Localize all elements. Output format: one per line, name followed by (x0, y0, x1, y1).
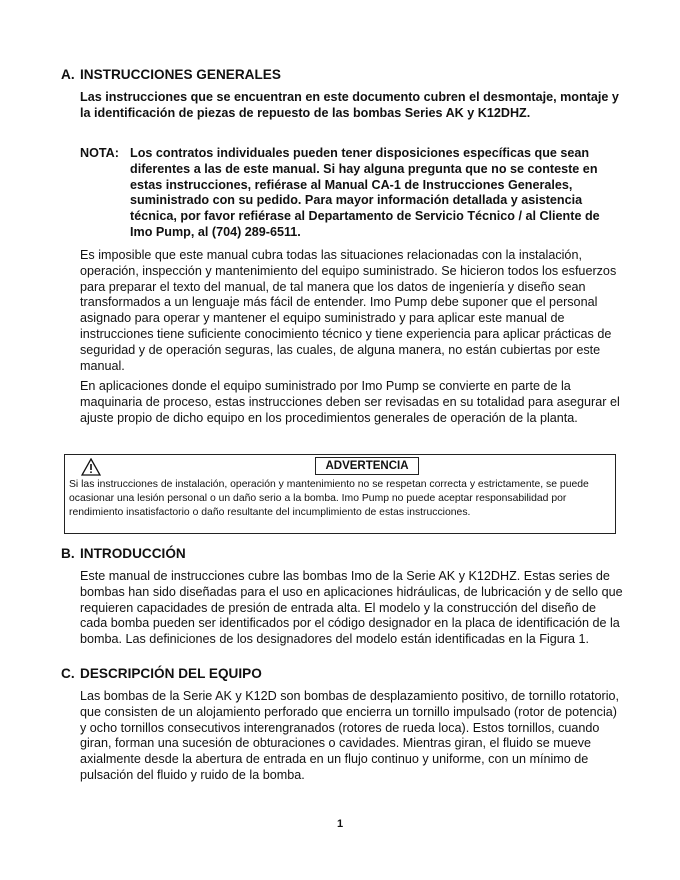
section-c-title: DESCRIPCIÓN DEL EQUIPO (80, 666, 262, 681)
warning-text: Si las instrucciones de instalación, operación y mantenimiento no se respetan correcta y estrictamente, se puede ocasionar una lesión personal o un daño serio a la bomba. Imo Pump no puede aceptar responsabilidad por rendimiento insatisfactorio o daño resultante del incumplimiento de estas instrucciones. (69, 479, 589, 519)
section-c-heading (61, 666, 262, 681)
section-c-paragraph: Las bombas de la Serie AK y K12D son bombas de desplazamiento positivo, de tornillo rotatorio, que consisten de un alojamiento perforado que encierra un tornillo impulsado (rotor de potencia) y ocho tornillos consecutivos interengranados (rotores de rueda loca). Estos tornillos, cuando giran, forman una sucesión de obturaciones o cavidades. Mientras giran, el fluido se mueve axialmente desde la abertura de entrada en un flujo continuo y uniforme, con un mínimo de pulsación del fluido y ruido de la bomba. (80, 689, 620, 782)
section-a-paragraph-1: Es imposible que este manual cubra todas las situaciones relacionadas con la instalación, operación, inspección y mantenimiento del equipo suministrado. Se hicieron todos los esfuerzos para preparar el texto del manual, de tal manera que los datos de ingeniería y diseño sean transformados a un lenguaje más fácil de entender. Imo Pump debe suponer que el personal asignado para operar y mantener el equipo suministrado y para aplicar este manual de instrucciones tiene suficiente conocimiento técnico y tiene experiencia para aplicar prácticas de seguridad y de operación seguras, las cuales, de alguna manera, no están cubiertas por este manual. (80, 248, 617, 373)
warning-box (64, 454, 616, 534)
section-b-letter: B. (61, 546, 75, 561)
section-b-title: INTRODUCCIÓN (80, 546, 186, 561)
warning-triangle-icon (81, 458, 101, 476)
page-number: 1 (336, 818, 344, 830)
nota-block (80, 146, 625, 241)
section-a-title: INSTRUCCIONES GENERALES (80, 67, 281, 82)
nota-label: NOTA: (80, 146, 119, 160)
section-b-paragraph: Este manual de instrucciones cubre las bombas Imo de la Serie AK y K12DHZ. Estas series de bombas han sido diseñadas para el uso en aplicaciones hidráulicas, de lubricación y de sello que requieren capacidades de presión de entrada alta. El modelo y la construcción del diseño de cada bomba pueden ser identificados por el código designador en la placa de identificación de la bomba. Las definiciones de los designadores del modelo están identificadas en la Figura 1. (80, 569, 623, 647)
section-a-heading (61, 67, 281, 82)
nota-text: Los contratos individuales pueden tener disposiciones específicas que sean diferentes a las de este manual. Si hay alguna pregunta que no se conteste en estas instrucciones, refiérase al Manual CA-1 de Instrucciones Generales, suministrado con su pedido. Para mayor información detallada y asistencia técnica, por favor refiérase al Departamento de Servicio Técnico / al Cliente de Imo Pump, al (704) 289-6511. (130, 146, 600, 239)
section-a-letter: A. (61, 67, 75, 82)
section-c-letter: C. (61, 666, 75, 681)
warning-title: ADVERTENCIA (315, 457, 419, 475)
section-a-intro: Las instrucciones que se encuentran en este documento cubren el desmontaje, montaje y la identificación de piezas de repuesto de las bombas Series AK y K12DHZ. (80, 90, 619, 120)
section-a-paragraph-2: En aplicaciones donde el equipo suministrado por Imo Pump se convierte en parte de la maquinaria de proceso, estas instrucciones deben ser revisadas en su totalidad para asegurar el ajuste propio de dicho equipo en los procedimientos generales de operación de la planta. (80, 379, 620, 425)
section-b-heading (61, 546, 186, 561)
